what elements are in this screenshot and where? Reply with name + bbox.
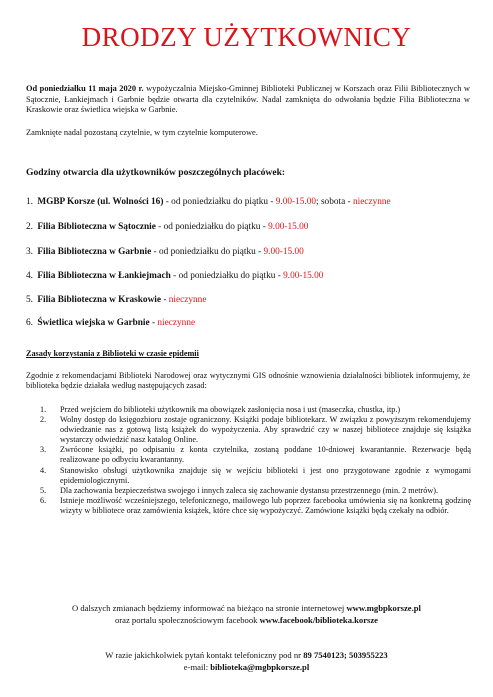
branch-name: Filia Biblioteczna w Łankiejmach (37, 271, 171, 281)
rule-number: 3. (40, 445, 47, 455)
branch-number: 1. (26, 197, 33, 207)
page-title: DRODZY UŻYTKOWNICY (81, 22, 412, 52)
rule-text: Przed wejściem do biblioteki użytkownik ma obowiązek zasłonięcia nosa i ust (maseczka, chustka, itp.) (60, 405, 401, 414)
email-link[interactable]: biblioteka@mgbpkorsze.pl (210, 662, 310, 672)
list-item (26, 486, 471, 496)
branch-hours: 9.00-15.00 (283, 271, 324, 281)
branch-number: 6. (26, 318, 33, 328)
branch-name: Świetlica wiejska w Garbnie (37, 318, 150, 328)
list-item (26, 405, 471, 415)
branch-name: Filia Biblioteczna w Kraskowie (37, 295, 162, 305)
branch-desc: - (149, 318, 158, 328)
branch-extra-label: ; sobota - (316, 197, 353, 207)
branch-desc: - od poniedziałku do piątku - (155, 222, 269, 232)
hours-title: Godziny otwarcia dla użytkowników poszczególnych placówek: (26, 167, 286, 178)
branch-hours: 9.00-15.00 (268, 222, 309, 232)
website-link[interactable]: www.mgbpkorsze.pl (346, 603, 421, 613)
contact-text: e-mail: (183, 662, 211, 672)
rule-number: 4. (40, 465, 47, 475)
list-item (26, 496, 471, 516)
rule-text: Zwrócone książki, po odpisaniu z konta czytelnika, zostaną poddane 10-dniowej kwarantannie. Rezerwacje będą realizowane po odbyciu kwarantanny. (60, 445, 471, 465)
intro-date: Od poniedziałku 11 maja 2020 r. (26, 84, 144, 93)
branch-number: 3. (26, 247, 33, 257)
rule-text: Istnieje możliwość wcześniejszego, telefonicznego, mailowego lub poprzez facebooka umówienia się na konkretną godzinę wizyty w bibliotece oraz zamówienia książek, które chce się wypożyczyć. Zamówione książki będą czekały na odbiór. (60, 495, 471, 515)
info-line-website (0, 603, 493, 614)
branch-number: 5. (26, 295, 33, 305)
list-item (26, 445, 471, 465)
branch-desc: - (161, 295, 169, 305)
branch-desc: - od poniedziałku do piątku - (151, 247, 264, 257)
branch-item (26, 222, 476, 233)
facebook-link[interactable]: www.facebook/biblioteka.korsze (259, 615, 378, 625)
contact-text: W razie jakichkolwiek pytań kontakt telefoniczny pod nr (105, 650, 304, 660)
branch-name: Filia Biblioteczna w Sątocznie (37, 222, 156, 232)
list-item (26, 466, 471, 486)
rule-text: Stanowisko obsługi użytkownika znajduje się w wejściu biblioteki i jest ono przygotowane zgodnie z wymogami epidemiologicznymi. (60, 465, 471, 485)
branch-desc: - od poniedziałku do piątku - (170, 271, 284, 281)
rules-intro: Zgodnie z rekomendacjami Biblioteki Narodowej oraz wytycznymi GIS odnośnie wznowienia działalności bibliotek informujemy, że biblioteka będzie działała według następujących zasad: (26, 371, 470, 391)
branch-hours: nieczynne (168, 295, 207, 305)
branch-item (26, 271, 476, 282)
info-line-facebook (0, 615, 493, 626)
branch-item (26, 247, 476, 258)
contact-line-email (0, 662, 493, 673)
intro-text: wypożyczalnia Miejsko-Gminnej Biblioteki Publicznej w Korszach oraz Filii Bibliotecznych w Sątocznie, Łankiejmach i Garbnie będzie otwarta dla czytelników. Nadal zamknięta do odwołania będzie Filia Biblioteczna w Kraskowie oraz świetlica wiejska w Garbnie. (26, 84, 470, 115)
branch-name: Filia Biblioteczna w Garbnie (37, 247, 152, 257)
rule-number: 6. (40, 495, 47, 505)
branch-number: 4. (26, 271, 33, 281)
branch-item (26, 295, 476, 306)
branch-extra-value: nieczynne (352, 197, 391, 207)
rule-number: 2. (40, 415, 47, 425)
branch-hours: nieczynne (157, 318, 196, 328)
rule-number: 1. (40, 405, 47, 414)
rule-text: Wolny dostęp do księgozbioru zostaje ograniczony. Książki podaje bibliotekarz. W związku z powyższym rekomendujemy odwiedzanie nas z gotową listą książek do wypożyczenia. Aby sprawdzić czy w naszej bibliotece znajduje się książka wystarczy odwiedzić nasz katalog Online. (60, 415, 471, 445)
rule-text: Dla zachowania bezpieczeństwa swojego i innych zaleca się zachowanie dystansu przestrzennego (min. 2 metrów). (60, 485, 439, 495)
branch-number: 2. (26, 222, 33, 232)
branch-hours: 9.00-15.00 (263, 247, 304, 257)
intro-paragraph (26, 84, 470, 116)
branch-item (26, 197, 476, 208)
info-text: O dalszych zmianach będziemy informować na bieżąco na stronie internetowej (72, 603, 347, 613)
branch-desc: - od poniedziałku do piątku - (163, 197, 276, 207)
rules-title: Zasady korzystania z Biblioteki w czasie epidemii (26, 349, 199, 358)
rules-list (26, 405, 471, 516)
branch-hours: 9.00-15.00 (275, 197, 317, 207)
branch-name: MGBP Korsze (ul. Wolności 16) (37, 197, 164, 207)
phone-numbers: 89 7540123; 503955223 (303, 650, 388, 660)
rule-number: 5. (40, 485, 47, 495)
closed-note: Zamknięte nadal pozostaną czytelnie, w tym czytelnie komputerowe. (26, 128, 258, 137)
info-text: oraz portalu społecznościowym facebook (114, 615, 260, 625)
list-item (26, 415, 471, 445)
contact-line-phone (0, 650, 493, 661)
branch-item (26, 318, 476, 329)
